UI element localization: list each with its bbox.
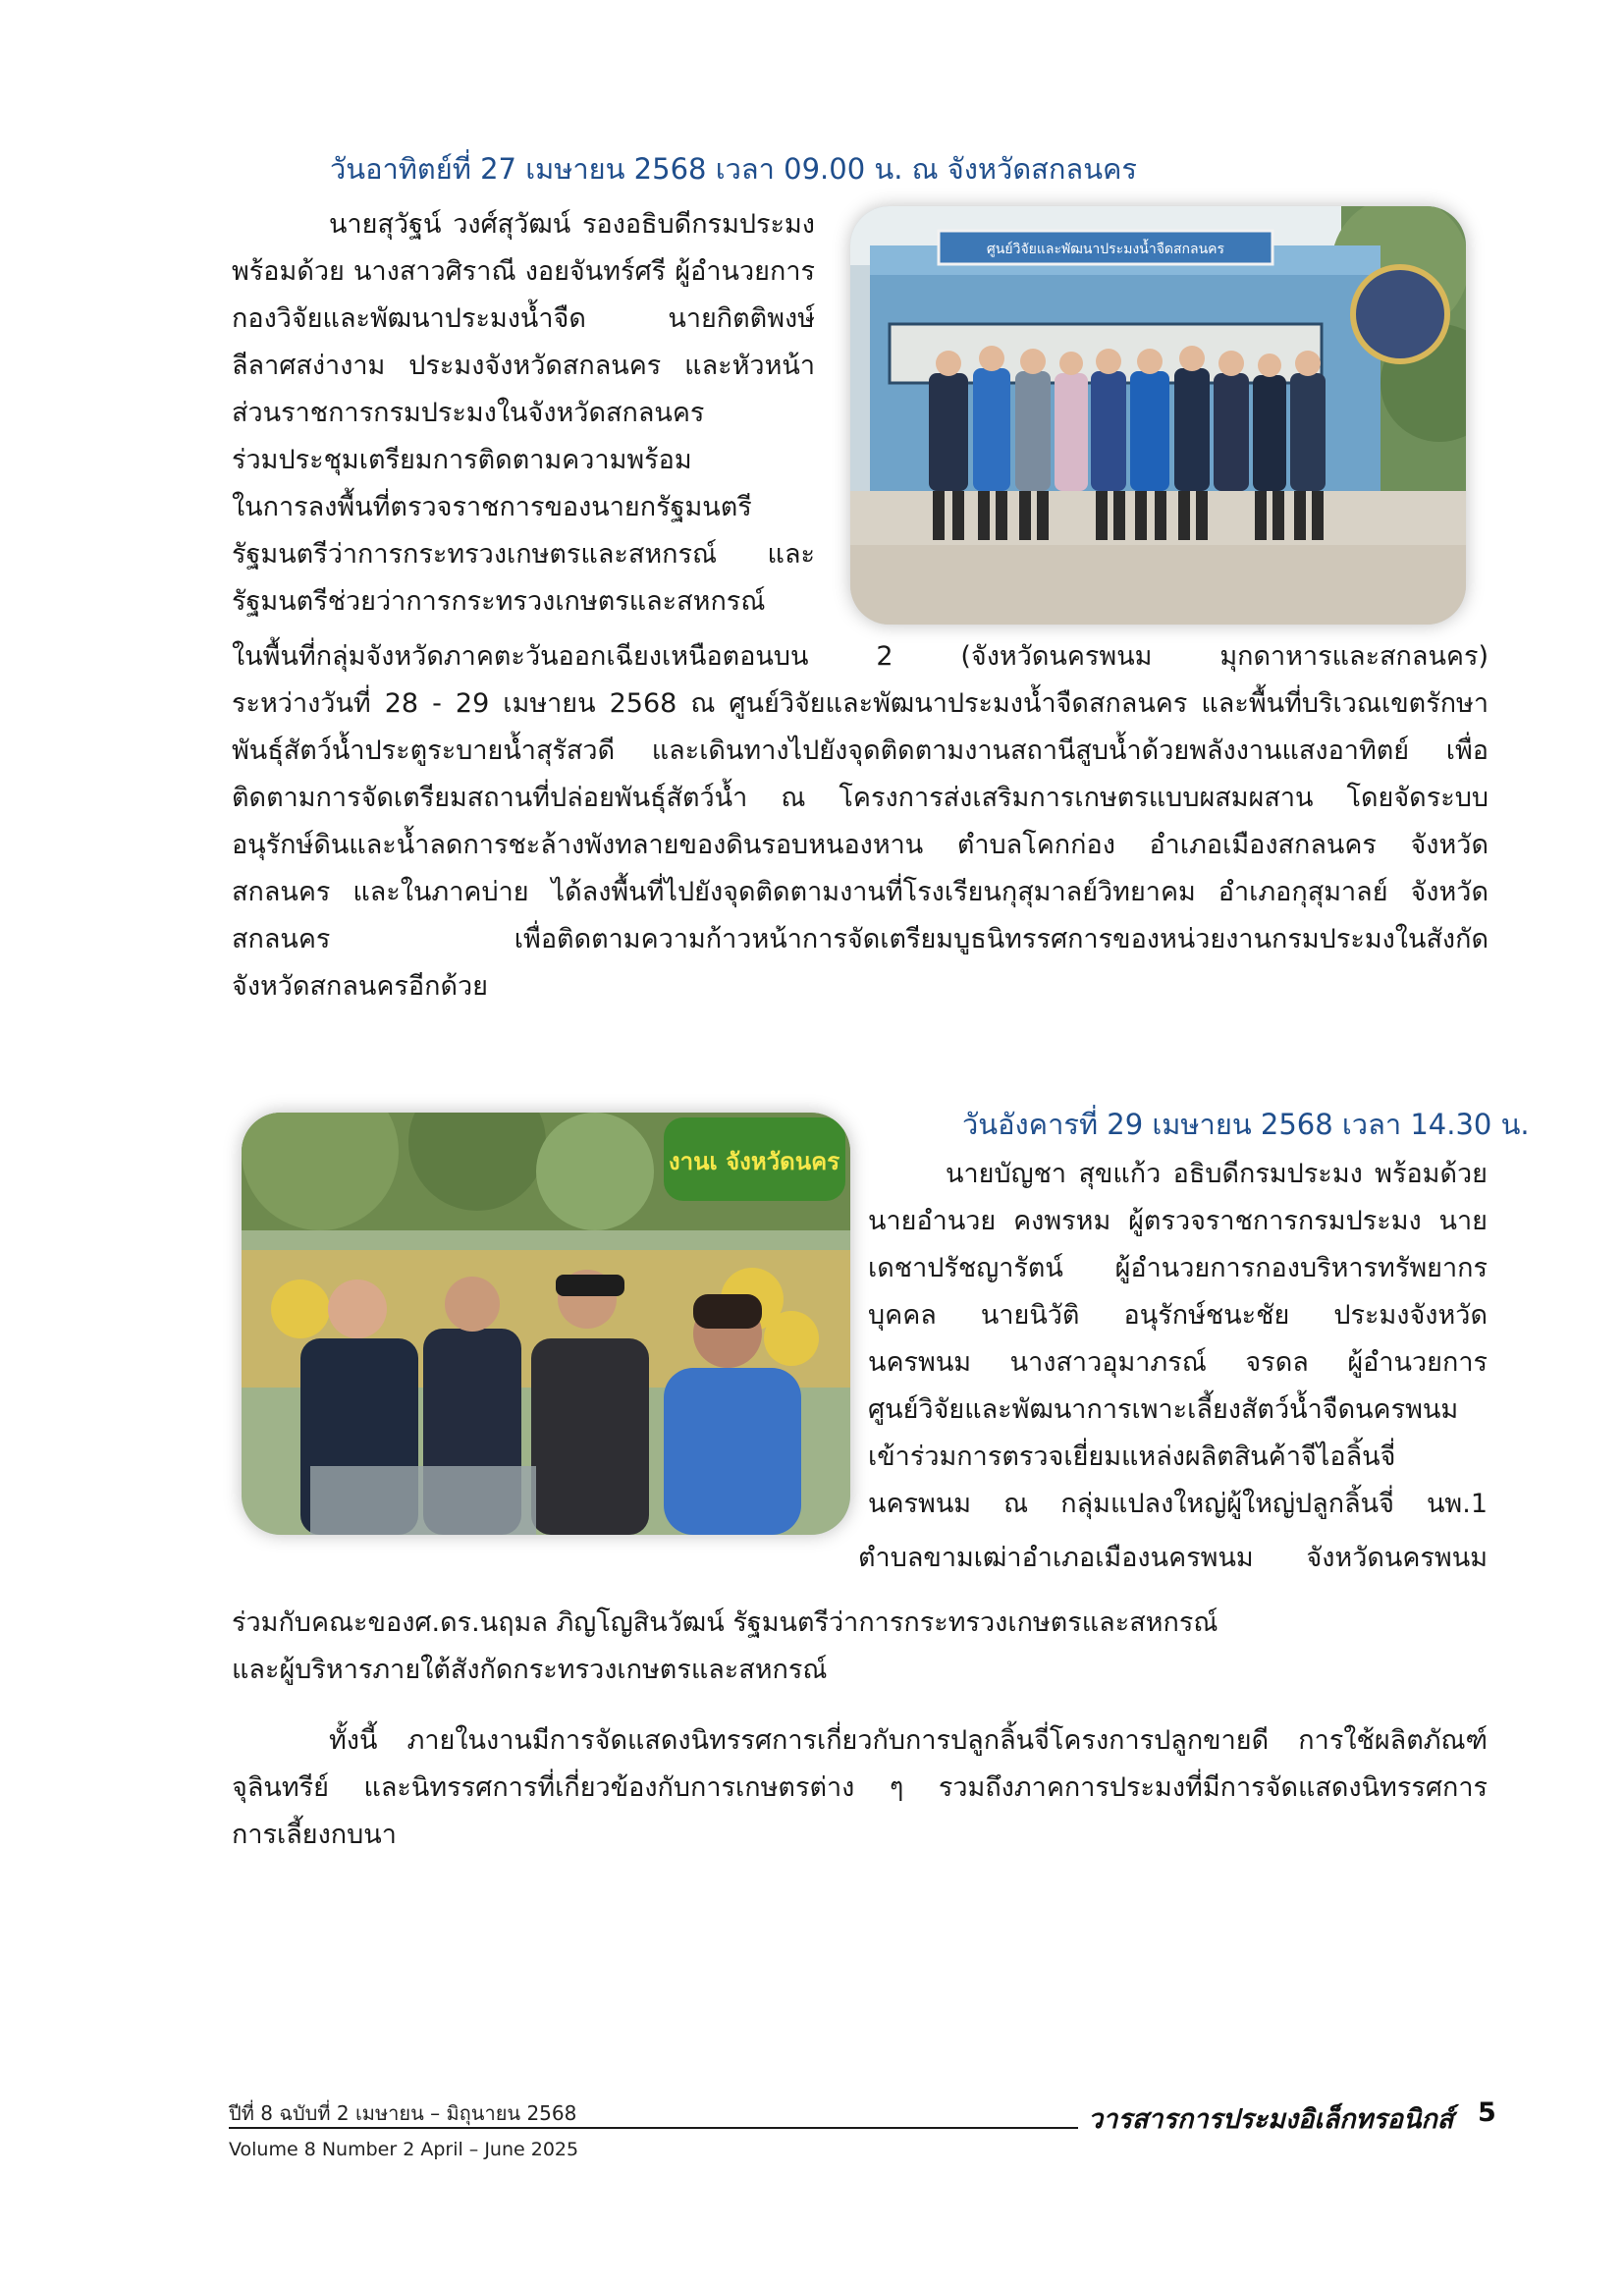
- building-sign: ศูนย์วิจัยและพัฒนาประมงน้ำจืดสกลนคร: [986, 242, 1225, 257]
- s2-line-6: ศูนย์วิจัยและพัฒนาการเพาะเลี้ยงสัตว์น้ำจืดนครพนม: [868, 1394, 1459, 1425]
- s2-line-2: นายอำนวย คงพรหม ผู้ตรวจราชการกรมประมง นาย: [868, 1206, 1488, 1236]
- s1-line-3: กองวิจัยและพัฒนาประมงน้ำจืด นายกิตติพงษ์: [232, 303, 815, 334]
- s1-line-14: อนุรักษ์ดินและน้ำลดการชะล้างพังทลายของดินรอบหนองหาน ตำบลโคกก่อง อำเภอเมืองสกลนคร จังหวัด: [232, 830, 1489, 860]
- s1-line-1: นายสุวัฐน์ วงศ์สุวัฒน์ รองอธิบดีกรมประมง: [329, 209, 815, 240]
- footer-issue-english: Volume 8 Number 2 April – June 2025: [229, 2139, 579, 2160]
- s2-line-5: นครพนม นางสาวอุมาภรณ์ จรดล ผู้อำนวยการ: [868, 1347, 1488, 1378]
- s2-line-1: นายบัญชา สุขแก้ว อธิบดีกรมประมง พร้อมด้วย: [946, 1159, 1488, 1189]
- field-visit-photo-nakhon-phanom: [242, 1113, 850, 1535]
- s1-line-8: รัฐมนตรีว่าการกระทรวงเกษตรและสหกรณ์ และ: [232, 539, 815, 570]
- s2-line-12: ทั้งนี้ ภายในงานมีการจัดแสดงนิทรรศการเกี่ยวกับการปลูกลิ้นจี่โครงการปลูกขายดี การใช้ผลิตภัณฑ์: [329, 1725, 1488, 1756]
- s1-line-2: พร้อมด้วย นางสาวศิราณี งอยจันทร์ศรี ผู้อำนวยการ: [232, 256, 815, 287]
- s1-line-15: สกลนคร และในภาคบ่าย ได้ลงพื้นที่ไปยังจุดติดตามงานที่โรงเรียนกุสุมาลย์วิทยาคม อำเภอกุสุมาลย์ จังหวัด: [232, 877, 1489, 907]
- s1-line-12: พันธุ์สัตว์น้ำประตูระบายน้ำสุรัสวดี และเดินทางไปยังจุดติดตามงานสถานีสูบน้ำด้วยพลังงานแสงอาทิตย์ เพื่อ: [232, 735, 1489, 766]
- footer-journal-title: วารสารการประมงอิเล็กทรอนิกส์: [1088, 2104, 1454, 2135]
- s1-line-13: ติดตามการจัดเตรียมสถานที่ปล่อยพันธุ์สัตว์น้ำ ณ โครงการส่งเสริมการเกษตรแบบผสมผสาน โดยจัดระบบ: [232, 783, 1489, 813]
- s1-line-7: ในการลงพื้นที่ตรวจราชการของนายกรัฐมนตรี: [232, 492, 752, 522]
- group-photo-sakon-nakhon: [850, 206, 1466, 625]
- section2-heading: วันอังคารที่ 29 เมษายน 2568 เวลา 14.30 น.: [962, 1108, 1530, 1141]
- s2-line-14: การเลี้ยงกบนา: [232, 1820, 397, 1850]
- s1-line-11: ระหว่างวันที่ 28 - 29 เมษายน 2568 ณ ศูนย์วิจัยและพัฒนาประมงน้ำจืดสกลนคร และพื้นที่บริเวณเขตรักษา: [232, 688, 1489, 719]
- section1-heading: วันอาทิตย์ที่ 27 เมษายน 2568 เวลา 09.00 น. ณ จังหวัดสกลนคร: [330, 152, 1137, 186]
- s1-line-4: ลีลาศสง่างาม ประมงจังหวัดสกลนคร และหัวหน้า: [232, 351, 815, 381]
- footer-rule: [229, 2127, 1078, 2129]
- s2-line-9: ตำบลขามเฒ่าอำเภอเมืองนครพนม จังหวัดนครพนม: [858, 1543, 1488, 1573]
- s2-line-3: เดชาปรัชญารัตน์ ผู้อำนวยการกองบริหารทรัพยากร: [868, 1253, 1488, 1283]
- s1-line-5: ส่วนราชการกรมประมงในจังหวัดสกลนคร: [232, 398, 705, 428]
- footer-issue-thai: ปีที่ 8 ฉบับที่ 2 เมษายน – มิถุนายน 2568: [229, 2101, 577, 2125]
- s2-line-10: ร่วมกับคณะของศ.ดร.นฤมล ภิญโญสินวัฒน์ รัฐมนตรีว่าการกระทรวงเกษตรและสหกรณ์: [232, 1607, 1218, 1638]
- s1-line-6: ร่วมประชุมเตรียมการติดตามความพร้อม: [232, 445, 692, 475]
- s2-line-7: เข้าร่วมการตรวจเยี่ยมแหล่งผลิตสินค้าจีไอลิ้นจี่: [868, 1442, 1396, 1472]
- s2-line-11: และผู้บริหารภายใต้สังกัดกระทรวงเกษตรและสหกรณ์: [232, 1655, 828, 1685]
- s2-line-8: นครพนม ณ กลุ่มแปลงใหญ่ผู้ใหญ่ปลูกลิ้นจี่ นพ.1: [868, 1489, 1488, 1519]
- s2-line-13: จุลินทรีย์ และนิทรรศการที่เกี่ยวข้องกับการเกษตรต่าง ๆ รวมถึงภาคการประมงที่มีการจัดแสดงนิทรรศการ: [232, 1772, 1488, 1803]
- event-banner: งานเ จังหวัดนคร: [668, 1148, 840, 1175]
- field-visit-illustration: [242, 1113, 850, 1535]
- s1-line-10: ในพื้นที่กลุ่มจังหวัดภาคตะวันออกเฉียงเหนือตอนบน 2 (จังหวัดนครพนม มุกดาหารและสกลนคร): [232, 641, 1489, 672]
- page-number: 5: [1478, 2097, 1496, 2128]
- s1-line-16: สกลนคร เพื่อติดตามความก้าวหน้าการจัดเตรียมบูธนิทรรศการของหน่วยงานกรมประมงในสังกัด: [232, 924, 1489, 954]
- group-photo-illustration: [850, 206, 1466, 625]
- s2-line-4: บุคคล นายนิวัติ อนุรักษ์ชนะชัย ประมงจังหวัด: [868, 1300, 1488, 1331]
- s1-line-9: รัฐมนตรีช่วยว่าการกระทรวงเกษตรและสหกรณ์: [232, 586, 766, 617]
- s1-line-17: จังหวัดสกลนครอีกด้วย: [232, 971, 488, 1002]
